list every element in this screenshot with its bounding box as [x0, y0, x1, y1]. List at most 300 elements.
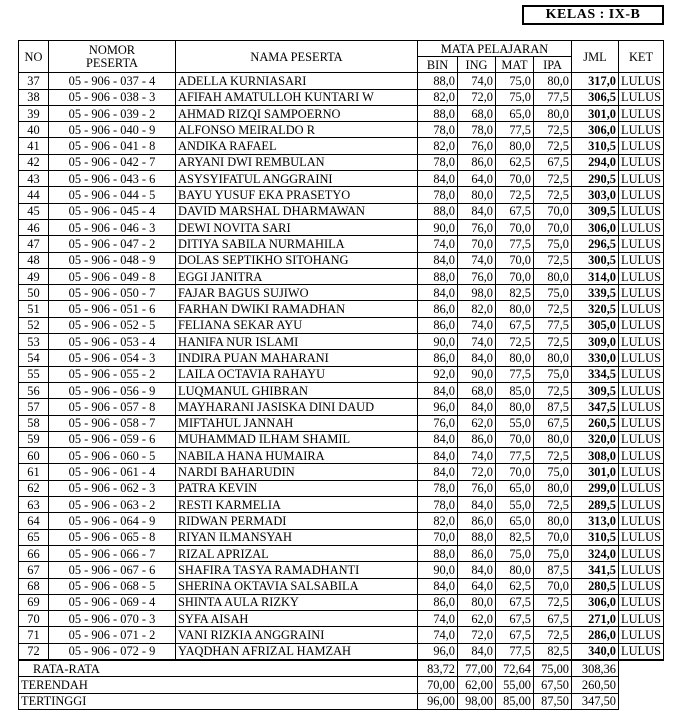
row-score-ing: 72,0	[458, 627, 496, 643]
row-score-ing: 78,0	[458, 122, 496, 138]
row-score-bin: 84,0	[418, 431, 458, 447]
table-row	[19, 366, 664, 382]
row-score-ipa: 72,5	[534, 448, 572, 464]
row-nomor-peserta: 05 - 906 - 071 - 2	[49, 627, 176, 643]
row-score-ing: 68,0	[458, 382, 496, 398]
row-no: 53	[19, 334, 49, 350]
row-jml: 306,0	[572, 219, 619, 235]
row-score-ing: 90,0	[458, 366, 496, 382]
row-score-ipa: 67,5	[534, 611, 572, 627]
row-nama-peserta: MAYHARANI JASISKA DINI DAUD	[176, 399, 418, 415]
summary-ing: 77,00	[458, 660, 496, 677]
row-score-ing: 70,0	[458, 236, 496, 252]
row-score-mat: 65,0	[496, 105, 534, 121]
row-ket: LULUS	[619, 415, 664, 431]
row-jml: 289,5	[572, 497, 619, 513]
row-jml: 317,0	[572, 73, 619, 89]
row-score-mat: 77,5	[496, 448, 534, 464]
row-nama-peserta: RIZAL APRIZAL	[176, 545, 418, 561]
row-jml: 309,5	[572, 382, 619, 398]
row-score-bin: 76,0	[418, 415, 458, 431]
row-nama-peserta: LAILA OCTAVIA RAHAYU	[176, 366, 418, 382]
row-score-ing: 62,0	[458, 611, 496, 627]
row-jml: 340,0	[572, 643, 619, 660]
row-score-ipa: 75,0	[534, 464, 572, 480]
row-ket: LULUS	[619, 138, 664, 154]
row-nomor-peserta: 05 - 906 - 068 - 5	[49, 578, 176, 594]
row-nomor-peserta: 05 - 906 - 065 - 8	[49, 529, 176, 545]
row-nomor-peserta: 05 - 906 - 043 - 6	[49, 171, 176, 187]
row-score-ipa: 72,5	[534, 301, 572, 317]
row-score-ing: 84,0	[458, 562, 496, 578]
row-no: 54	[19, 350, 49, 366]
row-ket: LULUS	[619, 611, 664, 627]
row-score-bin: 88,0	[418, 105, 458, 121]
header-mat: MAT	[496, 57, 534, 73]
row-no: 48	[19, 252, 49, 268]
row-ket: LULUS	[619, 317, 664, 333]
row-score-ipa: 77,5	[534, 89, 572, 105]
row-nomor-peserta: 05 - 906 - 050 - 7	[49, 285, 176, 301]
row-nomor-peserta: 05 - 906 - 067 - 6	[49, 562, 176, 578]
row-score-bin: 78,0	[418, 122, 458, 138]
row-nama-peserta: VANI RIZKIA ANGGRAINI	[176, 627, 418, 643]
row-score-ing: 76,0	[458, 480, 496, 496]
summary-label: TERENDAH	[19, 677, 418, 693]
row-ket: LULUS	[619, 366, 664, 382]
summary-row	[19, 677, 664, 693]
table-row	[19, 497, 664, 513]
row-nomor-peserta: 05 - 906 - 049 - 8	[49, 268, 176, 284]
row-nomor-peserta: 05 - 906 - 053 - 4	[49, 334, 176, 350]
row-nama-peserta: MUHAMMAD ILHAM SHAMIL	[176, 431, 418, 447]
row-score-mat: 75,0	[496, 545, 534, 561]
row-score-bin: 92,0	[418, 366, 458, 382]
row-score-ing: 74,0	[458, 448, 496, 464]
row-score-ing: 80,0	[458, 594, 496, 610]
row-jml: 347,5	[572, 399, 619, 415]
row-score-ipa: 75,0	[534, 285, 572, 301]
row-nomor-peserta: 05 - 906 - 039 - 2	[49, 105, 176, 121]
row-jml: 301,0	[572, 464, 619, 480]
summary-ipa: 75,00	[534, 660, 572, 677]
row-no: 49	[19, 268, 49, 284]
summary-bin: 70,00	[418, 677, 458, 693]
row-score-ipa: 72,5	[534, 334, 572, 350]
row-score-ing: 84,0	[458, 643, 496, 660]
row-score-mat: 67,5	[496, 317, 534, 333]
table-row	[19, 643, 664, 660]
row-score-mat: 77,5	[496, 366, 534, 382]
summary-bin: 96,00	[418, 693, 458, 709]
row-ket: LULUS	[619, 529, 664, 545]
row-score-ipa: 67,5	[534, 154, 572, 170]
row-score-ipa: 70,0	[534, 203, 572, 219]
table-body	[19, 73, 664, 660]
row-score-bin: 74,0	[418, 236, 458, 252]
row-score-ipa: 70,0	[534, 578, 572, 594]
row-score-ipa: 80,0	[534, 105, 572, 121]
row-nomor-peserta: 05 - 906 - 060 - 5	[49, 448, 176, 464]
row-ket: LULUS	[619, 578, 664, 594]
row-jml: 286,0	[572, 627, 619, 643]
row-jml: 260,5	[572, 415, 619, 431]
table-row	[19, 138, 664, 154]
row-no: 37	[19, 73, 49, 89]
row-score-ing: 74,0	[458, 317, 496, 333]
row-score-bin: 74,0	[418, 627, 458, 643]
row-jml: 339,5	[572, 285, 619, 301]
row-ket: LULUS	[619, 236, 664, 252]
row-score-bin: 90,0	[418, 562, 458, 578]
row-nama-peserta: MIFTAHUL JANNAH	[176, 415, 418, 431]
row-nomor-peserta: 05 - 906 - 040 - 9	[49, 122, 176, 138]
table-row	[19, 187, 664, 203]
row-nomor-peserta: 05 - 906 - 037 - 4	[49, 73, 176, 89]
row-nomor-peserta: 05 - 906 - 058 - 7	[49, 415, 176, 431]
row-jml: 320,0	[572, 431, 619, 447]
table-row	[19, 285, 664, 301]
row-score-ipa: 70,0	[534, 529, 572, 545]
row-score-bin: 88,0	[418, 73, 458, 89]
table-row	[19, 431, 664, 447]
table-row	[19, 252, 664, 268]
row-nama-peserta: ANDIKA RAFAEL	[176, 138, 418, 154]
row-ket: LULUS	[619, 187, 664, 203]
row-no: 71	[19, 627, 49, 643]
row-jml: 313,0	[572, 513, 619, 529]
row-ket: LULUS	[619, 497, 664, 513]
row-jml: 306,0	[572, 122, 619, 138]
row-score-ing: 64,0	[458, 578, 496, 594]
table-row	[19, 89, 664, 105]
table-row	[19, 611, 664, 627]
row-no: 56	[19, 382, 49, 398]
summary-row	[19, 660, 664, 677]
row-no: 69	[19, 594, 49, 610]
row-no: 59	[19, 431, 49, 447]
row-nama-peserta: DITIYA SABILA NURMAHILA	[176, 236, 418, 252]
summary-label: RATA-RATA	[19, 660, 418, 677]
row-score-ing: 64,0	[458, 171, 496, 187]
table-row	[19, 399, 664, 415]
row-nama-peserta: ARYANI DWI REMBULAN	[176, 154, 418, 170]
row-score-mat: 65,0	[496, 480, 534, 496]
row-nama-peserta: EGGI JANITRA	[176, 268, 418, 284]
row-ket: LULUS	[619, 203, 664, 219]
row-nama-peserta: DOLAS SEPTIKHO SITOHANG	[176, 252, 418, 268]
row-score-ing: 84,0	[458, 350, 496, 366]
row-score-mat: 67,5	[496, 203, 534, 219]
row-score-ing: 76,0	[458, 219, 496, 235]
row-jml: 334,5	[572, 366, 619, 382]
row-ket: LULUS	[619, 431, 664, 447]
row-nama-peserta: SHINTA AULA RIZKY	[176, 594, 418, 610]
row-jml: 301,0	[572, 105, 619, 121]
row-score-mat: 55,0	[496, 497, 534, 513]
row-ket: LULUS	[619, 513, 664, 529]
row-jml: 324,0	[572, 545, 619, 561]
row-score-bin: 78,0	[418, 480, 458, 496]
row-nomor-peserta: 05 - 906 - 041 - 8	[49, 138, 176, 154]
row-jml: 341,5	[572, 562, 619, 578]
row-score-bin: 88,0	[418, 203, 458, 219]
row-score-ipa: 77,5	[534, 317, 572, 333]
row-jml: 271,0	[572, 611, 619, 627]
row-score-mat: 72,5	[496, 187, 534, 203]
row-score-mat: 55,0	[496, 415, 534, 431]
row-score-bin: 88,0	[418, 545, 458, 561]
row-nama-peserta: RESTI KARMELIA	[176, 497, 418, 513]
row-jml: 290,5	[572, 171, 619, 187]
row-jml: 330,0	[572, 350, 619, 366]
class-label: KELAS : IX-B	[522, 5, 664, 25]
row-jml: 308,0	[572, 448, 619, 464]
row-nomor-peserta: 05 - 906 - 057 - 8	[49, 399, 176, 415]
row-ket: LULUS	[619, 171, 664, 187]
summary-jml: 347,50	[572, 693, 619, 709]
row-score-mat: 70,0	[496, 268, 534, 284]
row-nama-peserta: NABILA HANA HUMAIRA	[176, 448, 418, 464]
summary-row	[19, 693, 664, 709]
row-score-ing: 98,0	[458, 285, 496, 301]
row-score-bin: 96,0	[418, 399, 458, 415]
row-no: 45	[19, 203, 49, 219]
row-score-mat: 82,5	[496, 529, 534, 545]
row-score-mat: 65,0	[496, 513, 534, 529]
row-score-ing: 84,0	[458, 497, 496, 513]
row-score-mat: 67,5	[496, 627, 534, 643]
row-no: 46	[19, 219, 49, 235]
table-row	[19, 122, 664, 138]
summary-ing: 98,00	[458, 693, 496, 709]
row-jml: 310,5	[572, 529, 619, 545]
row-score-mat: 77,5	[496, 236, 534, 252]
row-score-ipa: 72,5	[534, 382, 572, 398]
row-jml: 306,5	[572, 89, 619, 105]
row-no: 64	[19, 513, 49, 529]
row-ket: LULUS	[619, 154, 664, 170]
row-nomor-peserta: 05 - 906 - 059 - 6	[49, 431, 176, 447]
row-score-mat: 70,0	[496, 431, 534, 447]
row-nama-peserta: FARHAN DWIKI RAMADHAN	[176, 301, 418, 317]
table-row	[19, 545, 664, 561]
row-nomor-peserta: 05 - 906 - 062 - 3	[49, 480, 176, 496]
row-score-ipa: 87,5	[534, 399, 572, 415]
row-score-bin: 86,0	[418, 317, 458, 333]
row-nomor-peserta: 05 - 906 - 054 - 3	[49, 350, 176, 366]
row-score-bin: 84,0	[418, 171, 458, 187]
row-score-ing: 84,0	[458, 203, 496, 219]
row-nomor-peserta: 05 - 906 - 072 - 9	[49, 643, 176, 660]
row-no: 57	[19, 399, 49, 415]
row-score-ing: 62,0	[458, 415, 496, 431]
row-nomor-peserta: 05 - 906 - 051 - 6	[49, 301, 176, 317]
row-score-ing: 84,0	[458, 399, 496, 415]
row-ket: LULUS	[619, 562, 664, 578]
header-ipa: IPA	[534, 57, 572, 73]
row-score-mat: 75,0	[496, 73, 534, 89]
table-row	[19, 350, 664, 366]
row-score-ing: 86,0	[458, 545, 496, 561]
row-score-ing: 86,0	[458, 431, 496, 447]
row-jml: 303,0	[572, 187, 619, 203]
row-nama-peserta: FELIANA SEKAR AYU	[176, 317, 418, 333]
row-score-ing: 68,0	[458, 105, 496, 121]
header-no: NO	[19, 41, 49, 73]
row-jml: 305,0	[572, 317, 619, 333]
row-ket: LULUS	[619, 480, 664, 496]
header-nama-peserta: NAMA PESERTA	[176, 41, 418, 73]
table-row	[19, 513, 664, 529]
summary-mat: 85,00	[496, 693, 534, 709]
summary-jml: 260,50	[572, 677, 619, 693]
row-score-ipa: 75,0	[534, 236, 572, 252]
table-row	[19, 317, 664, 333]
row-nama-peserta: RIYAN ILMANSYAH	[176, 529, 418, 545]
row-nama-peserta: SHAFIRA TASYA RAMADHANTI	[176, 562, 418, 578]
row-score-mat: 70,0	[496, 171, 534, 187]
row-score-mat: 80,0	[496, 399, 534, 415]
row-nama-peserta: SYFA AISAH	[176, 611, 418, 627]
row-score-ipa: 72,5	[534, 171, 572, 187]
table-row	[19, 268, 664, 284]
row-ket: LULUS	[619, 643, 664, 660]
row-score-ing: 72,0	[458, 89, 496, 105]
table-row	[19, 73, 664, 89]
row-no: 70	[19, 611, 49, 627]
row-score-ing: 72,0	[458, 464, 496, 480]
table-row	[19, 154, 664, 170]
row-score-ing: 80,0	[458, 187, 496, 203]
row-nomor-peserta: 05 - 906 - 044 - 5	[49, 187, 176, 203]
table-row	[19, 219, 664, 235]
row-nomor-peserta: 05 - 906 - 047 - 2	[49, 236, 176, 252]
row-score-ipa: 72,5	[534, 627, 572, 643]
row-score-bin: 78,0	[418, 497, 458, 513]
row-score-ing: 76,0	[458, 268, 496, 284]
row-score-bin: 86,0	[418, 301, 458, 317]
row-score-ing: 74,0	[458, 334, 496, 350]
row-no: 43	[19, 171, 49, 187]
summary-blank-cell	[619, 660, 664, 709]
row-nama-peserta: INDIRA PUAN MAHARANI	[176, 350, 418, 366]
row-score-bin: 78,0	[418, 187, 458, 203]
row-nama-peserta: RIDWAN PERMADI	[176, 513, 418, 529]
row-nomor-peserta: 05 - 906 - 069 - 4	[49, 594, 176, 610]
table-row	[19, 334, 664, 350]
row-nama-peserta: LUQMANUL GHIBRAN	[176, 382, 418, 398]
row-nomor-peserta: 05 - 906 - 066 - 7	[49, 545, 176, 561]
table-row	[19, 578, 664, 594]
row-no: 62	[19, 480, 49, 496]
row-no: 72	[19, 643, 49, 660]
row-score-ing: 86,0	[458, 513, 496, 529]
row-nama-peserta: NARDI BAHARUDIN	[176, 464, 418, 480]
row-score-bin: 82,0	[418, 89, 458, 105]
row-score-mat: 77,5	[496, 643, 534, 660]
row-score-ing: 74,0	[458, 252, 496, 268]
row-no: 44	[19, 187, 49, 203]
row-ket: LULUS	[619, 89, 664, 105]
row-score-mat: 70,0	[496, 219, 534, 235]
row-score-bin: 90,0	[418, 334, 458, 350]
table-row	[19, 301, 664, 317]
row-no: 67	[19, 562, 49, 578]
row-no: 60	[19, 448, 49, 464]
table-row	[19, 562, 664, 578]
row-jml: 300,5	[572, 252, 619, 268]
summary-mat: 55,00	[496, 677, 534, 693]
row-score-ipa: 72,5	[534, 122, 572, 138]
table-row	[19, 415, 664, 431]
row-no: 68	[19, 578, 49, 594]
row-ket: LULUS	[619, 399, 664, 415]
row-score-mat: 85,0	[496, 382, 534, 398]
row-nama-peserta: ASYSYIFATUL ANGGRAINI	[176, 171, 418, 187]
row-score-bin: 84,0	[418, 578, 458, 594]
row-score-mat: 62,5	[496, 154, 534, 170]
row-nama-peserta: DEWI NOVITA SARI	[176, 219, 418, 235]
header-mata-pelajaran: MATA PELAJARAN	[418, 41, 572, 57]
row-jml: 280,5	[572, 578, 619, 594]
row-score-ing: 82,0	[458, 301, 496, 317]
row-score-bin: 96,0	[418, 643, 458, 660]
row-score-ipa: 72,5	[534, 187, 572, 203]
row-score-ipa: 80,0	[534, 350, 572, 366]
row-nomor-peserta: 05 - 906 - 056 - 9	[49, 382, 176, 398]
row-nomor-peserta: 05 - 906 - 052 - 5	[49, 317, 176, 333]
row-no: 41	[19, 138, 49, 154]
row-jml: 306,0	[572, 594, 619, 610]
table-row	[19, 627, 664, 643]
row-score-ing: 74,0	[458, 73, 496, 89]
row-ket: LULUS	[619, 219, 664, 235]
row-score-bin: 86,0	[418, 594, 458, 610]
row-score-ing: 76,0	[458, 138, 496, 154]
summary-ipa: 87,50	[534, 693, 572, 709]
table-row	[19, 105, 664, 121]
row-nomor-peserta: 05 - 906 - 064 - 9	[49, 513, 176, 529]
row-score-bin: 78,0	[418, 154, 458, 170]
row-score-ipa: 80,0	[534, 73, 572, 89]
row-score-ipa: 67,5	[534, 415, 572, 431]
row-score-ipa: 70,0	[534, 219, 572, 235]
row-score-mat: 80,0	[496, 350, 534, 366]
row-nama-peserta: ALFONSO MEIRALDO R	[176, 122, 418, 138]
header-jml: JML	[572, 41, 619, 73]
row-ket: LULUS	[619, 448, 664, 464]
row-nomor-peserta: 05 - 906 - 045 - 4	[49, 203, 176, 219]
row-score-mat: 72,5	[496, 334, 534, 350]
row-no: 51	[19, 301, 49, 317]
row-score-ipa: 72,5	[534, 497, 572, 513]
row-ket: LULUS	[619, 73, 664, 89]
row-score-bin: 88,0	[418, 268, 458, 284]
row-score-bin: 70,0	[418, 529, 458, 545]
row-jml: 294,0	[572, 154, 619, 170]
row-nama-peserta: HANIFA NUR ISLAMI	[176, 334, 418, 350]
row-score-bin: 84,0	[418, 448, 458, 464]
row-score-ipa: 75,0	[534, 366, 572, 382]
row-score-bin: 90,0	[418, 219, 458, 235]
row-ket: LULUS	[619, 285, 664, 301]
summary-body	[19, 660, 664, 709]
row-nama-peserta: ADELLA KURNIASARI	[176, 73, 418, 89]
row-score-ipa: 87,5	[534, 562, 572, 578]
row-score-mat: 62,5	[496, 578, 534, 594]
row-no: 38	[19, 89, 49, 105]
